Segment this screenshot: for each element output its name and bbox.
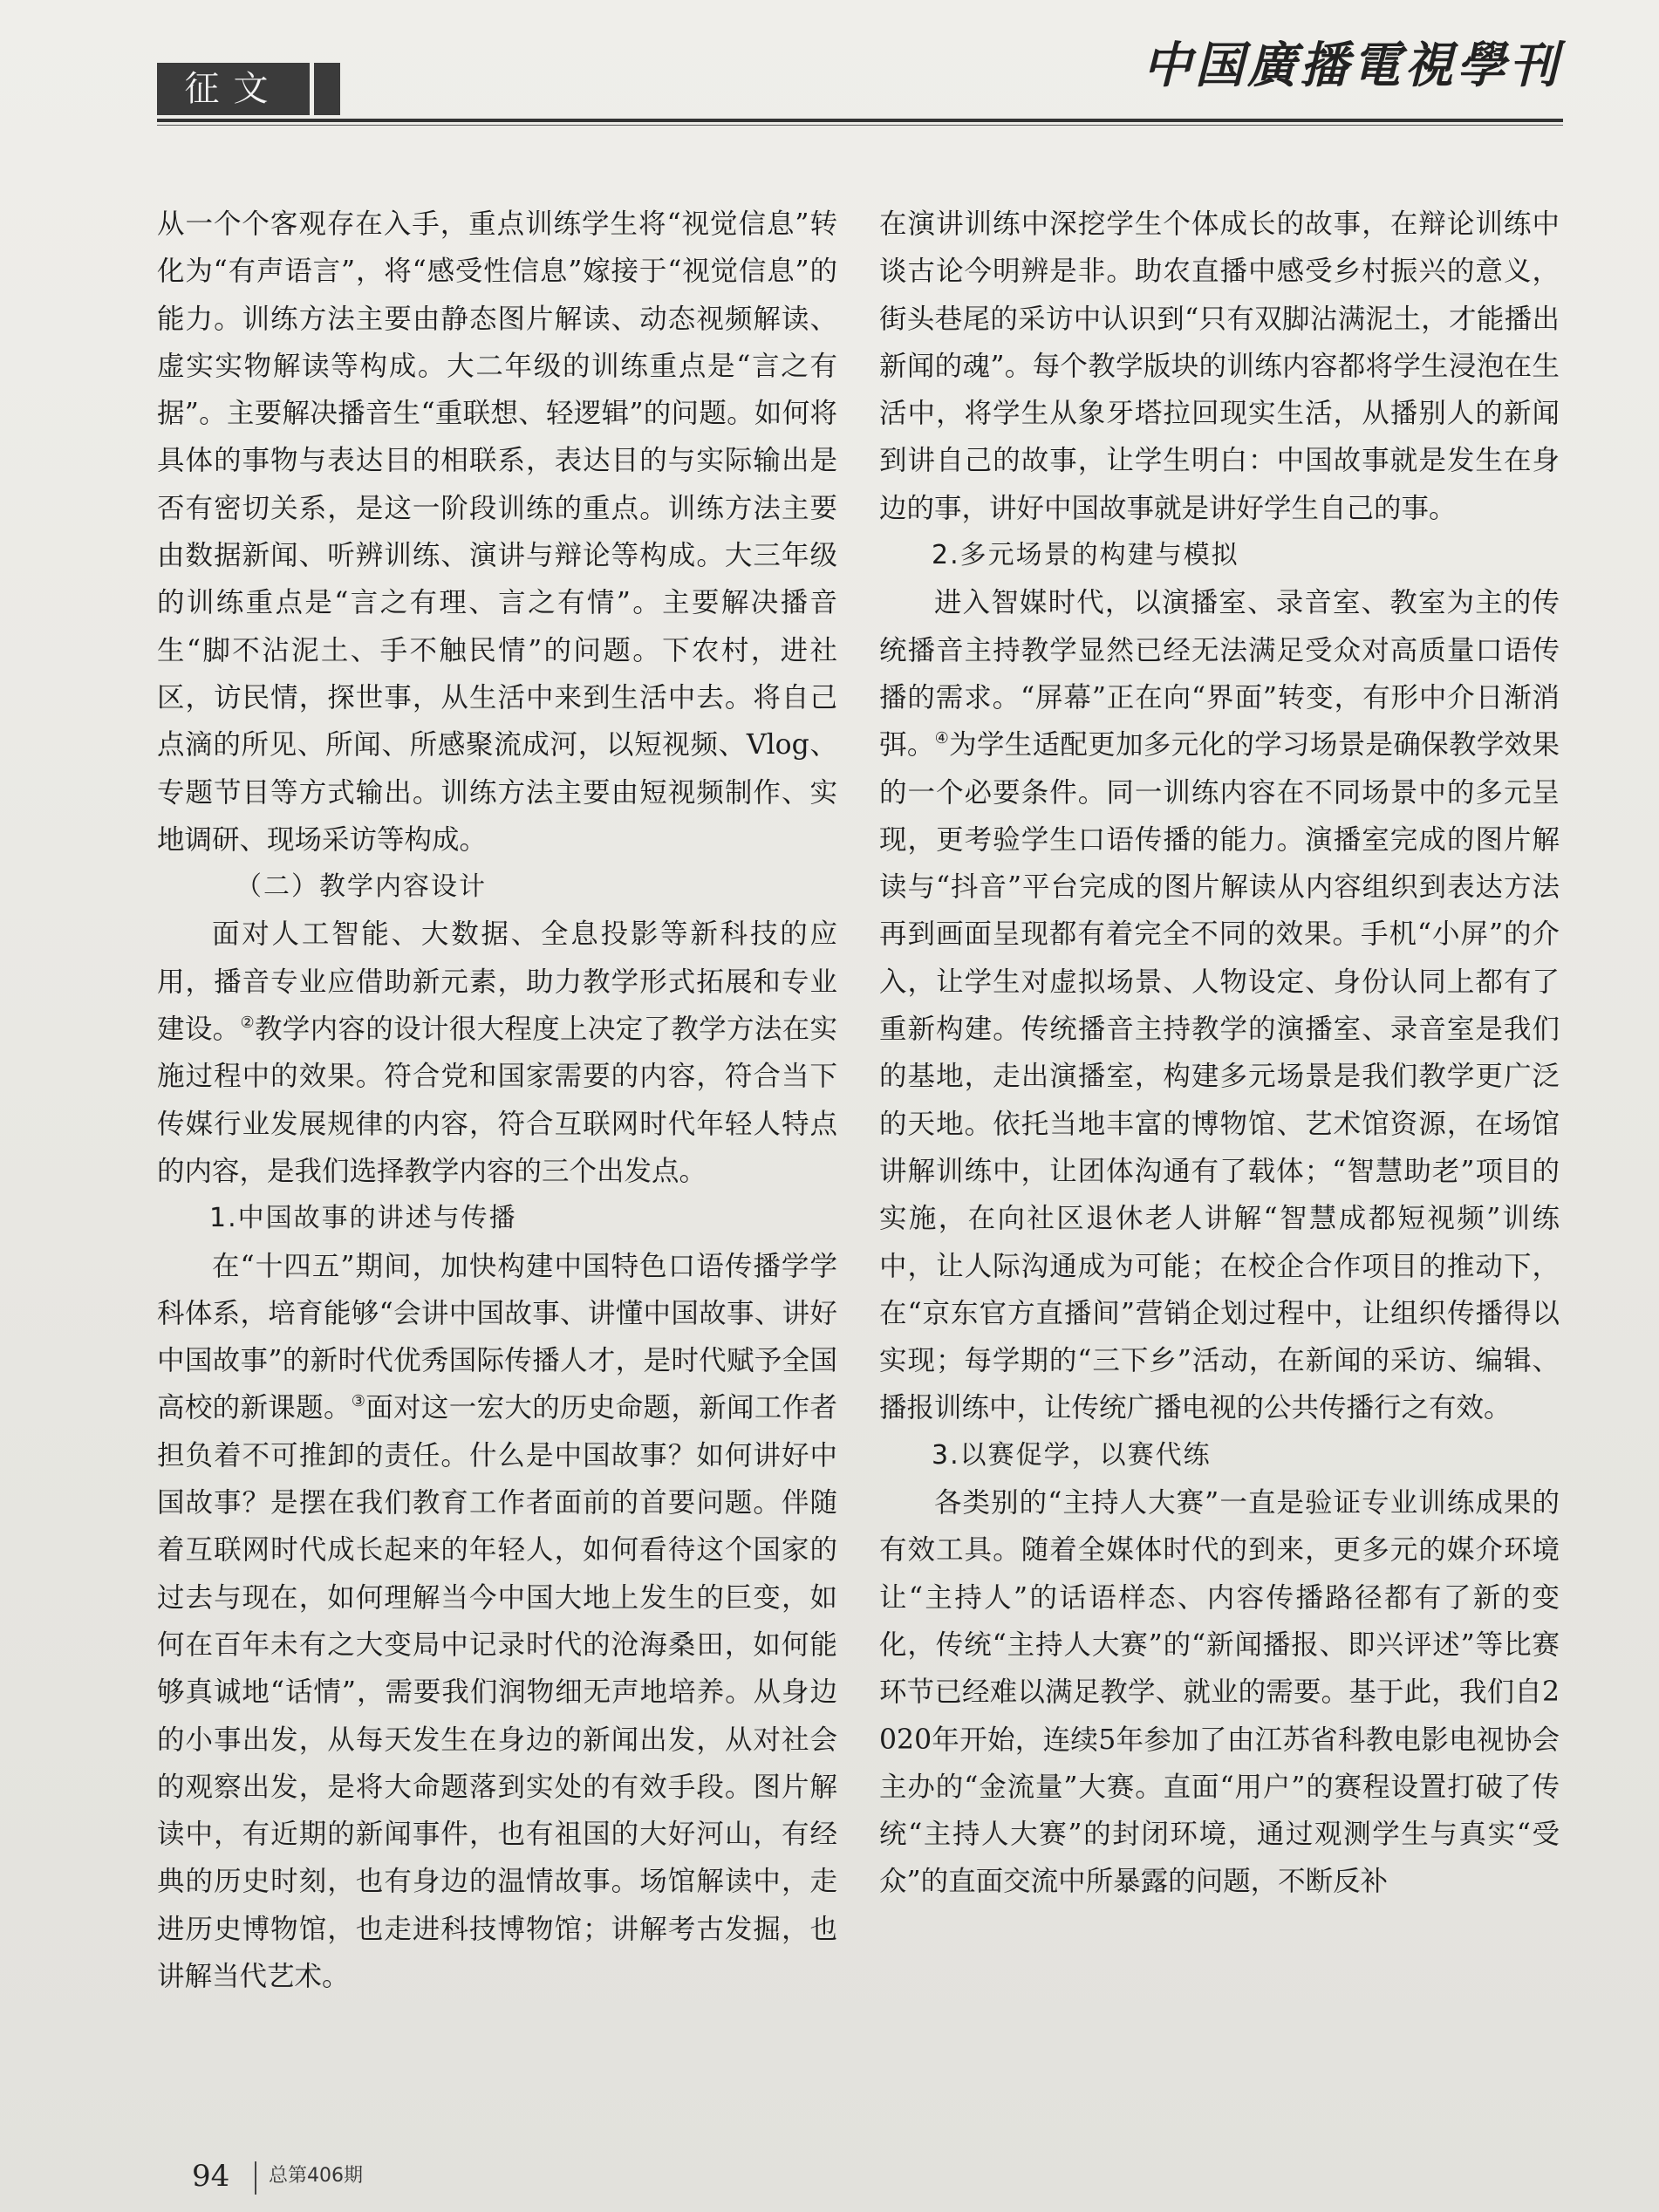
issue-label: 总第406期: [269, 2165, 363, 2187]
left-column: [157, 201, 837, 2000]
paragraph-text: 进入智媒时代，以演播室、录音室、教室为主的传统播音主持教学显然已经无法满足受众对高质量口语传播的需求。“屏幕”正在向“界面”转变，有形中介日渐消弭。: [879, 587, 1560, 761]
footnote-marker: ③: [351, 1392, 366, 1411]
subheading-competition: 3.以赛促学，以赛代练: [932, 1439, 1212, 1471]
page-header: [0, 0, 1659, 140]
paragraph-text: 教学内容的设计很大程度上决定了教学方法在实施过程中的效果。符合党和国家需要的内容，符合当下传媒行业发展规律的内容，符合互联网时代年轻人特点的内容，是我们选择教学内容的三个出发点。: [157, 1014, 837, 1187]
paragraph: 从一个个客观存在入手，重点训练学生将“视觉信息”转化为“有声语言”，将“感受性信息”嫁接于“视觉信息”的能力。训练方法主要由静态图片解读、动态视频解读、虚实实物解读等构成。大二年级的训练重点是“言之有据”。主要解决播音生“重联想、轻逻辑”的问题。如何将具体的事物与表达目的相联系，表达目的与实际输出是否有密切关系，是这一阶段训练的重点。训练方法主要由数据新闻、听辨训练、演讲与辩论等构成。大三年级的训练重点是“言之有理、言之有情”。主要解决播音生“脚不沾泥土、手不触民情”的问题。下农村，进社区，访民情，探世事，从生活中来到生活中去。将自己点滴的所见、所闻、所感聚流成河，以短视频、Vlog、专题节目等方式输出。训练方法主要由短视频制作、实地调研、现场采访等构成。: [157, 208, 837, 856]
subheading-china-story: 1.中国故事的讲述与传播: [209, 1203, 517, 1234]
journal-masthead: 中国廣播電視學刊: [1143, 37, 1561, 94]
section-tag: 征文: [157, 63, 310, 115]
paragraph-text: 在“十四五”期间，加快构建中国特色口语传播学学科体系，培育能够“会讲中国故事、讲懂中国故事、讲好中国故事”的新时代优秀国际传播人才，是时代赋予全国高校的新课题。: [157, 1250, 837, 1424]
paragraph: [879, 579, 1560, 1431]
footer-divider: [255, 2161, 256, 2195]
paragraph-text: 面对这一宏大的历史命题，新闻工作者担负着不可推卸的责任。什么是中国故事？如何讲好中国故事？是摆在我们教育工作者面前的首要问题。伴随着互联网时代成长起来的年轻人，如何看待这个国家的过去与现在，如何理解当今中国大地上发生的巨变，如何在百年未有之大变局中记录时代的沧海桑田，如何能够真诚地“话情”，需要我们润物细无声地培养。从身边的小事出发，从每天发生在身边的新闻出发，从对社会的观察出发，是将大命题落到实处的有效手段。图片解读中，有近期的新闻事件，也有祖国的大好河山，有经典的历史时刻，也有身边的温情故事。场馆解读中，走进历史博物馆，也走进科技博物馆；讲解考古发掘，也讲解当代艺术。: [157, 1392, 837, 1992]
paragraph-text: 为学生适配更加多元化的学习场景是确保教学效果的一个必要条件。同一训练内容在不同场景中的多元呈现，更考验学生口语传播的能力。演播室完成的图片解读与“抖音”平台完成的图片解读从内容组织到表达方法再到画面呈现都有着完全不同的效果。手机“小屏”的介入，让学生对虚拟场景、人物设定、身份认同上都有了重新构建。传统播音主持教学的演播室、录音室是我们的基地，走出演播室，构建多元场景是我们教学更广泛的天地。依托当地丰富的博物馆、艺术馆资源，在场馆讲解训练中，让团体沟通有了载体；“智慧助老”项目的实施，在向社区退休老人讲解“智慧成都短视频”训练中，让人际沟通成为可能；在校企合作项目的推动下，在“京东官方直播间”营销企划过程中，让组织传播得以实现；每学期的“三下乡”活动，在新闻的采访、编辑、播报训练中，让传统广播电视的公共传播行之有效。: [879, 729, 1560, 1424]
paragraph: 各类别的“主持人大赛”一直是验证专业训练成果的有效工具。随着全媒体时代的到来，更多元的媒介环境让“主持人”的话语样态、内容传播路径都有了新的变化，传统“主持人大赛”的“新闻播报、即兴评述”等比赛环节已经难以满足教学、就业的需要。基于此，我们自2020年开始，连续5年参加了由江苏省科教电影电视协会主办的“金流量”大赛。直面“用户”的赛程设置打破了传统“主持人大赛”的封闭环境，通过观测学生与真实“受众”的直面交流中所暴露的问题，不断反补: [879, 1487, 1560, 1898]
subheading-content-design: （二）教学内容设计: [236, 871, 487, 903]
paragraph: 在演讲训练中深挖学生个体成长的故事，在辩论训练中谈古论今明辨是非。助农直播中感受乡村振兴的意义，街头巷尾的采访中认识到“只有双脚沾满泥土，才能播出新闻的魂”。每个教学版块的训练内容都将学生浸泡在生活中，将学生从象牙塔拉回现实生活，从播别人的新闻到讲自己的故事，让学生明白：中国故事就是发生在身边的事，讲好中国故事就是讲好学生自己的事。: [879, 208, 1560, 524]
page-number: 94: [192, 2159, 230, 2194]
paragraph: [157, 911, 837, 1195]
subheading-multi-scene: 2.多元场景的构建与模拟: [932, 540, 1239, 571]
right-column: [879, 201, 1560, 1906]
paragraph-text: 面对人工智能、大数据、全息投影等新科技的应用，播音专业应借助新元素，助力教学形式拓展和专业建设。: [157, 918, 837, 1046]
paragraph: [157, 1243, 837, 2001]
header-rule: [157, 119, 1563, 122]
footnote-marker: ④: [934, 729, 950, 748]
section-tag-accent-bar: [314, 63, 340, 115]
header-rule-thin: [157, 125, 1563, 126]
footnote-marker: ②: [240, 1014, 255, 1033]
